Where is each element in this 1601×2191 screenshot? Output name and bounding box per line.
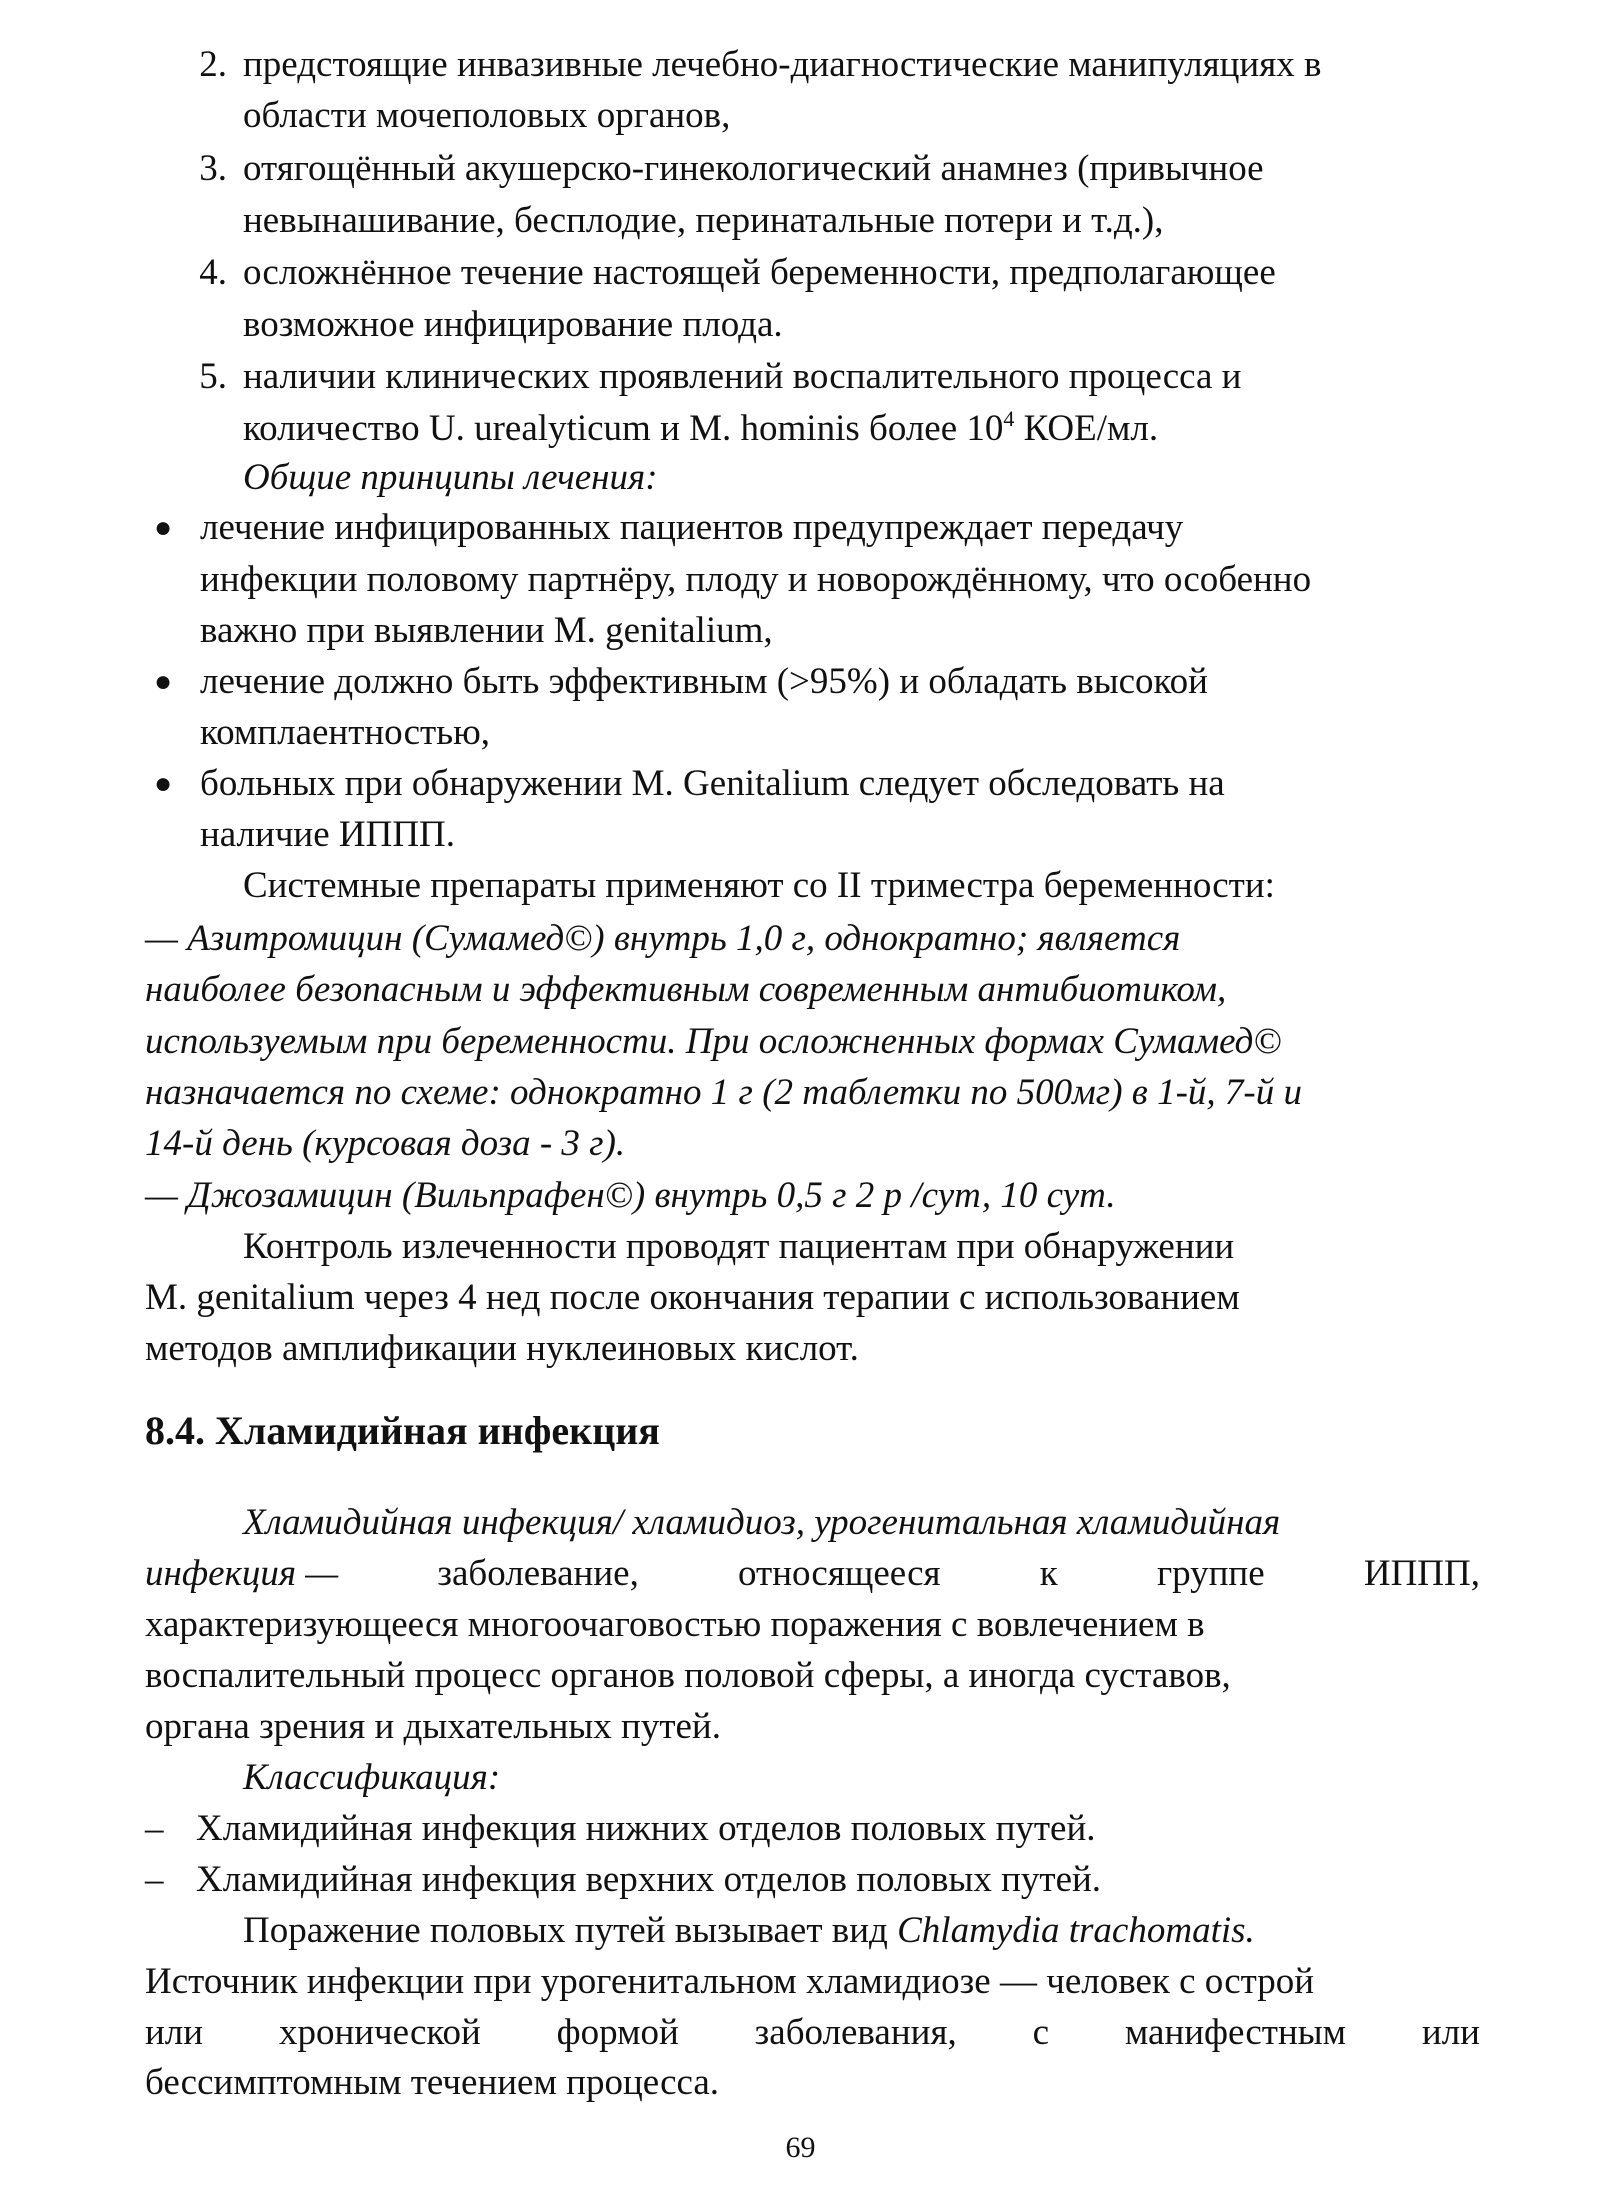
bullet-text: лечение инфицированных пациентов предупреждает передачу [200, 507, 1184, 548]
item-number: 3. [199, 148, 227, 189]
paragraph-line: характеризующееся многоочаговостью поражения с вовлечением в [145, 1604, 1205, 1645]
paragraph-line: Поражение половых путей вызывает вид Chlamydia trachomatis. [243, 1910, 1255, 1951]
paragraph-line-justified [145, 1551, 1480, 1597]
classification-heading: Классификация: [243, 1757, 501, 1798]
item-text: невынашивание, бесплодие, перинатальные потери и т.д.), [243, 200, 1164, 241]
word: или [1421, 2012, 1480, 2053]
word: заболевание, [437, 1553, 639, 1594]
superscript: 4 [1003, 406, 1015, 431]
josamycin-paragraph: — Джозамицин (Вильпрафен©) внутрь 0,5 г 2 р /сут, 10 сут. [145, 1175, 1116, 1216]
word: к [1039, 1553, 1058, 1594]
word: хронической [278, 2012, 481, 2053]
bullet-text: инфекции половому партнёру, плоду и новорождённому, что особенно [200, 559, 1312, 600]
item-text: предстоящие инвазивные лечебно-диагностические манипуляциях в [243, 44, 1322, 85]
paragraph-line: наиболее безопасным и эффективным современным антибиотиком, [145, 969, 1227, 1010]
systemic-drugs-paragraph: Системные препараты применяют со II триместра беременности: [243, 865, 1275, 906]
section-heading: 8.4. Хламидийная инфекция [145, 1408, 660, 1453]
dash-marker: – [145, 1859, 164, 1900]
bullet-text: больных при обнаружении M. Genitalium следует обследовать на [200, 763, 1225, 804]
item-text: осложнённое течение настоящей беременности, предполагающее [243, 252, 1276, 293]
item-text: возможное инфицирование плода. [243, 304, 783, 345]
bullet-text: комплаентностью, [200, 712, 490, 753]
paragraph-line: Контроль излеченности проводят пациентам при обнаружении [243, 1226, 1235, 1267]
paragraph-line: методов амплификации нуклеиновых кислот. [145, 1328, 859, 1369]
item-text: области мочеполовых органов, [243, 95, 731, 136]
item-number: 2. [199, 44, 227, 85]
word: заболевания, [754, 2012, 957, 2053]
item-text: отягощённый акушерско-гинекологический анамнез (привычное [243, 148, 1264, 189]
page-number: 69 [785, 2131, 816, 2164]
classification-text: Хламидийная инфекция нижних отделов половых путей. [196, 1808, 1096, 1849]
word: или [145, 2012, 204, 2053]
word: ИППП, [1363, 1553, 1480, 1594]
bullet-icon: ● [154, 511, 173, 544]
word: с [1032, 2012, 1050, 2053]
paragraph-line: назначается по схеме: однократно 1 г (2 таблетки по 500мг) в 1-й, 7-й и [145, 1072, 1302, 1113]
word: манифестным [1124, 2012, 1347, 2053]
paragraph-line: используемым при беременности. При осложненных формах Сумамед© [145, 1021, 1282, 1062]
italic-term: инфекция — [145, 1553, 339, 1594]
paragraph-line-justified [145, 2010, 1480, 2056]
item-text: количество U. urealyticum и M. hominis более $10^4$ КОЕ/мл. [243, 406, 1159, 449]
species-name: Chlamydia trachomatis. [897, 1910, 1255, 1951]
paragraph-line: бессимптомным течением процесса. [145, 2062, 720, 2103]
bullet-icon: ● [154, 767, 173, 800]
bullet-icon: ● [154, 665, 173, 698]
dash-marker: – [145, 1808, 164, 1849]
paragraph-line: — Азитромицин (Сумамед©) внутрь 1,0 г, однократно; является [145, 918, 1181, 959]
item-number: 5. [199, 356, 227, 397]
word: формой [556, 2012, 679, 2053]
paragraph-line: органа зрения и дыхательных путей. [145, 1706, 721, 1747]
paragraph-line: Источник инфекции при урогенитальном хламидиозе — человек с острой [145, 1961, 1315, 2002]
paragraph-line: M. genitalium через 4 нед после окончания терапии с использованием [145, 1277, 1240, 1318]
paragraph-line: 14-й день (курсовая доза - 3 г). [145, 1123, 626, 1164]
paragraph-line: воспалительный процесс органов половой сферы, а иногда суставов, [145, 1655, 1231, 1696]
classification-text: Хламидийная инфекция верхних отделов половых путей. [196, 1859, 1102, 1900]
bullet-text: лечение должно быть эффективным (>95%) и обладать высокой [200, 661, 1208, 702]
bullet-text: наличие ИППП. [200, 814, 456, 855]
item-number: 4. [199, 252, 227, 293]
item-text: наличии клинических проявлений воспалительного процесса и [243, 356, 1242, 397]
paragraph-line: Хламидийная инфекция/ хламидиоз, урогенитальная хламидийная [243, 1502, 1281, 1543]
principles-heading: Общие принципы лечения: [243, 457, 658, 498]
word: группе [1156, 1553, 1265, 1594]
word: относящееся [738, 1553, 941, 1594]
bullet-text: важно при выявлении M. genitalium, [200, 610, 773, 651]
